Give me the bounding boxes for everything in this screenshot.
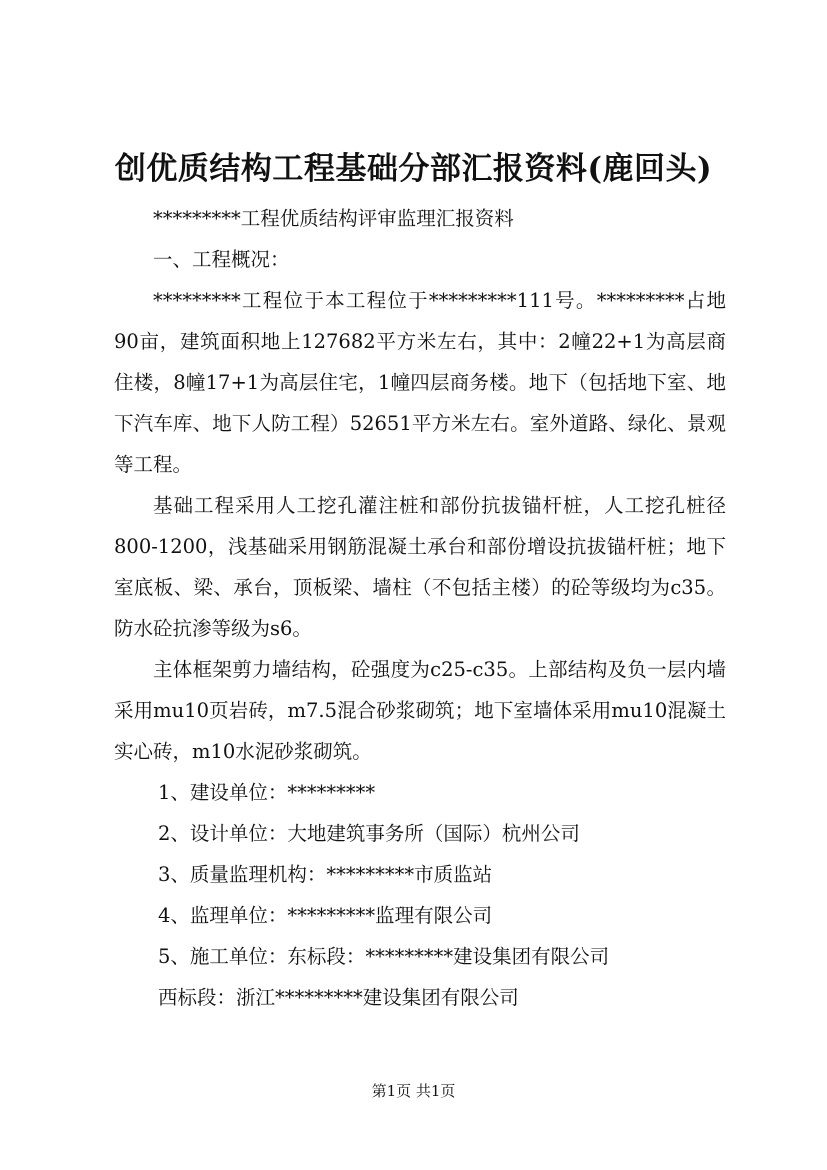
page-footer: 第1页 共1页 [371,1082,456,1100]
overview-paragraph: *********工程位于本工程位于*********111号。*********占地90亩，建筑面积地上127682平方米左右，其中：2幢22+1为高层商住楼，8幢17+1为高层住宅，1幢四层商务楼。地下（包括地下室、地下汽车库、地下人防工程）52651平方米左右。室外道路、绿化、景观等工程。 [114,289,726,476]
document-body [114,198,726,1018]
list-item-owner: 1、建设单位：********* [158,781,376,804]
document-subtitle: *********工程优质结构评审监理汇报资料 [153,207,514,230]
list-item-designer: 2、设计单位：大地建筑事务所（国际）杭州公司 [158,822,580,845]
document-title: 创优质结构工程基础分部汇报资料(鹿回头) [114,151,713,187]
section-heading: 一、工程概况： [153,248,290,271]
foundation-paragraph: 基础工程采用人工挖孔灌注桩和部份抗拔锚杆桩，人工挖孔桩径800-1200，浅基础采用钢筋混凝土承台和部份增设抗拔锚杆桩；地下室底板、梁、承台，顶板梁、墙柱（不包括主楼）的砼等级均为c35。防水砼抗渗等级为s6。 [114,494,726,640]
list-item-contractor-west: 西标段：浙江*********建设集团有限公司 [158,986,519,1009]
list-item-supervisor: 4、监理单位：*********监理有限公司 [158,904,493,927]
structure-paragraph: 主体框架剪力墙结构，砼强度为c25-c35。上部结构及负一层内墙采用mu10页岩砖，m7.5混合砂浆砌筑；地下室墙体采用mu10混凝土实心砖，m10水泥砂浆砌筑。 [114,658,726,763]
list-item-quality-agency: 3、质量监理机构：*********市质监站 [158,863,493,886]
list-item-contractor: 5、施工单位：东标段：*********建设集团有限公司 [158,945,610,968]
